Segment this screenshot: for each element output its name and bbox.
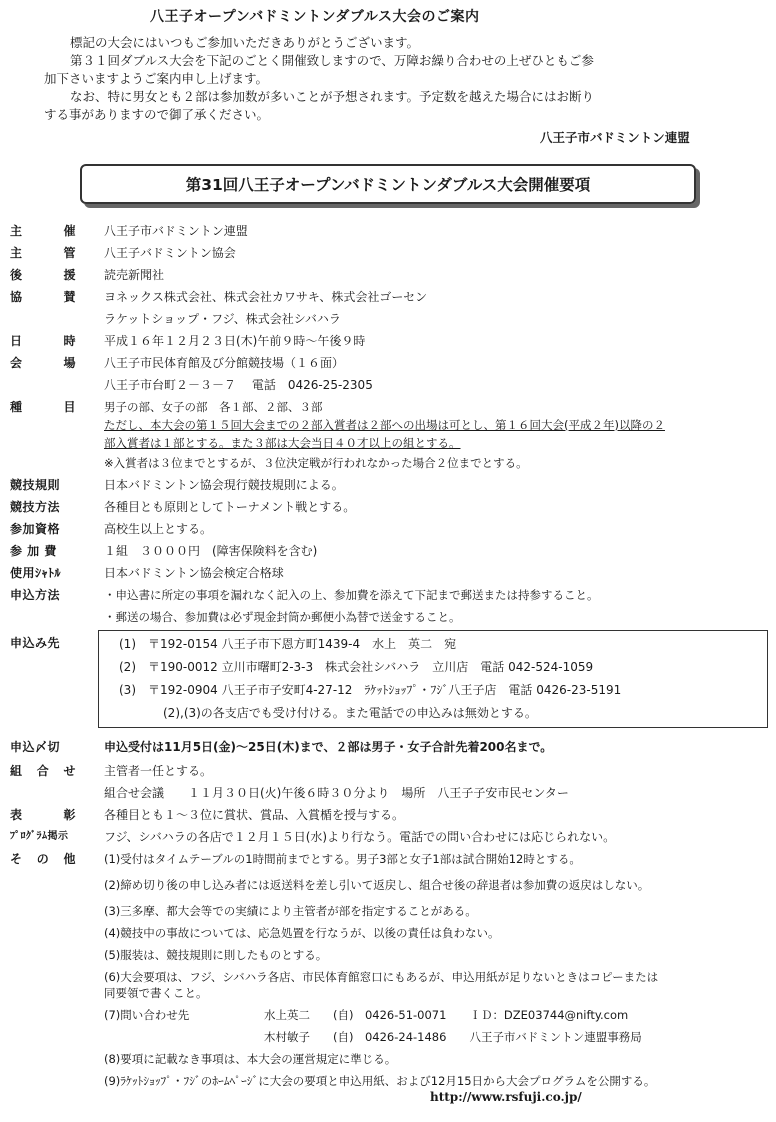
value-kyosan-1: ヨネックス株式会社、株式会社カワサキ、株式会社ゴーセン — [104, 290, 428, 304]
sonota-item-3: (3)三多摩、都大会等での実績により主管者が部を指定することがある。 — [104, 904, 477, 918]
contact-1: 水上英二 (自) 0426-51-0071 ＩＤ：DZE03744@nifty.com — [264, 1008, 629, 1022]
value-program: フジ、シバハラの各店で１２月１５日(水)より行なう。電話での問い合わせには応じられない。 — [104, 830, 616, 844]
value-shumoku-2b: 部入賞者は１部とする。また３部は大会当日４０才以上の組とする。 — [104, 436, 461, 450]
apply-address-1: (1) 〒192-0154 八王子市下恩方町1439-4 水上 英二 宛 — [119, 637, 457, 651]
sonota-item-6b: 同要領で書くこと。 — [104, 986, 208, 1000]
value-shusai: 八王子市バドミントン連盟 — [104, 224, 248, 238]
sonota-item-1: (1)受付はタイムテーブルの1時間前までとする。男子3部と女子1部は試合開始12時とする。 — [104, 852, 581, 866]
sonota-item-2: (2)締め切り後の申し込み者には返送料を差し引いて返戻し、組合せ後の辞退者は参加費の返戻はしない。 — [104, 878, 650, 892]
value-kumiawase-1: 主管者一任とする。 — [104, 764, 213, 778]
sonota-item-4: (4)競技中の事故については、応急処置を行なうが、以後の責任は負わない。 — [104, 926, 500, 940]
value-shuttle: 日本バドミントン協会検定合格球 — [104, 566, 284, 580]
sonota-item-9: (9)ﾗｹｯﾄｼｮｯﾌﾟ・ﾌｼﾞのﾎｰﾑﾍﾟｰｼﾞに大会の要項と申込用紙、および12月15日から大会プログラムを公開する。 — [104, 1074, 656, 1088]
value-kumiawase-2: 組合せ会議 １１月３０日(火)午後６時３０分より 場所 八王子子安市民センター — [104, 786, 569, 800]
value-sankahi: １組 ３０００円 (障害保険料を含む) — [104, 544, 318, 558]
value-shikaku: 高校生以上とする。 — [104, 522, 213, 536]
intro-paragraph-3: なお、特に男女とも２部は参加数が多いことが予想されます。予定数を越えた場合にはお断り する事がありますので御了承ください。 — [44, 89, 595, 122]
value-shukan: 八王子バドミントン協会 — [104, 246, 236, 260]
value-moushikomi-hoho-2: ・郵送の場合、参加費は必ず現金封筒か郵便小為替で送金すること。 — [104, 610, 461, 624]
apply-address-2: (2) 〒190-0012 立川市曙町2-3-3 株式会社シバハラ 立川店 電話 042-524-1059 — [119, 660, 594, 674]
intro-paragraph-1: 標記の大会にはいつもご参加いただきありがとうございます。 — [70, 35, 420, 50]
sonota-item-7: (7)問い合わせ先 — [104, 1008, 190, 1022]
value-shumoku-2a: ただし、本大会の第１５回大会までの２部入賞者は２部への出場は可とし、第１６回大会(平成２年)以降の２ — [104, 418, 665, 432]
document-page: 八王子オープンバドミントンダブルス大会のご案内 標記の大会にはいつもご参加いただきありがとうございます。 第３１回ダブルス大会を下記のごとく開催致しますので、万障お繰り合わせの上ぜひともご参 加下さいますようご案内申し上げます。 なお、特に男女とも２部は参加数が多いことが予想されます。予定数を越えた場合にはお断り する事がありますので御了承ください。 八王子市バドミントン連盟 第31回八王子オープンバドミントンダブルス大会開催要項 主 催 八王子市バドミントン連盟 主 管 八王子バドミントン協会 後 援 読売新聞社 協 賛 ヨネックス株式会社、株式会社カワサキ、株式会社ゴーセン ラケットショップ・フジ、株式会社シバハラ 日 時 平成１６年１２月２３日(木)午前９時～午後９時 会 場 八王子市民体育館及び分館競技場（１６面） 八王子市台町２－３－７ 電話 0426-25-2305 種 目 男子の部、女子の部 各１部、２部、３部 ただし、本大会の第１５回大会までの２部入賞者は２部への出場は可とし、第１６回大会(平成２年)以降の２ 部入賞者は１部とする。また３部は大会当日４０才以上の組とする。 ※入賞者は３位までとするが、３位決定戦が行われなかった場合２位までとする。 競技規則 日本バドミントン協会現行競技規則による。 競技方法 各種目とも原則としてトーナメント戦とする。 参加資格 高校生以上とする。 参 加 費 １組 ３０００円 (障害保険料を含む) 使用ｼｬﾄﾙ 日本バドミントン協会検定合格球 申込方法 ・申込書に所定の事項を漏れなく記入の上、参加費を添えて下記まで郵送または持参すること。 ・郵送の場合、参加費は必ず現金封筒か郵便小為替で送金すること。 申込み先 (1) 〒192-0154 八王子市下恩方町1439-4 水上 英二 宛 (2) 〒190-0012 立川市曙町2-3-3 株式会社シバハラ 立川店 電話 042-524-1059 (3) 〒192-0904 八王子市子安町4-27-12 ﾗｹｯﾄｼｮｯﾌﾟ・ﾌｼﾞ八王子店 電話 0426-23-5191 (2),(3)の各支店でも受け付ける。また電話での申込みは無効とする。 申込〆切 申込受付は11月5日(金)～25日(木)まで、２部は男子・女子合計先着200名まで。 組 合 せ 主管者一任とする。 組合せ会議 １１月３０日(火)午後６時３０分より 場所 八王子子安市民センター 表 彰 各種目とも１～３位に賞状、賞品、入賞楯を授与する。 ﾌﾟﾛｸﾞﾗﾑ掲示 フジ、シバハラの各店で１２月１５日(水)より行なう。電話での問い合わせには応じられない。 そ の 他 (1)受付はタイムテーブルの1時間前までとする。男子3部と女子1部は試合開始12時とする。 (2)締め切り後の申し込み者には返送料を差し引いて返戻し、組合せ後の辞退者は参加費の返戻はしない。 (3)三多摩、都大会等での実績により主管者が部を指定することがある。 (4)競技中の事故については、応急処置を行なうが、以後の責任は負わない。 (5)服装は、競技規則に則したものとする。 (6)大会要項は、フジ、シバハラ各店、市民体育館窓口にもあるが、申込用紙が足りないときはコピーまたは 同要領で書くこと。 (7)問い合わせ先 水上英二 (自) 0426-51-0071 ＩＤ：DZE03744@nifty.com 木村敏子 (自) 0426-24-1486 八王子市バドミントン連盟事務局 (8)要項に記載なき事項は、本大会の運営規定に準じる。 (9)ﾗｹｯﾄｼｮｯﾌﾟ・ﾌｼﾞのﾎｰﾑﾍﾟｰｼﾞに大会の要項と申込用紙、および12月15日から大会プログラムを公開する。 http://www.rsfuji.co.jp/ — [0, 0, 776, 1122]
sonota-item-6: (6)大会要項は、フジ、シバハラ各店、市民体育館窓口にもあるが、申込用紙が足りないときはコピーまたは — [104, 970, 659, 984]
website-url: http://www.rsfuji.co.jp/ — [430, 1090, 582, 1104]
label-shusai: 主 催 — [10, 224, 76, 238]
value-kaijo-1: 八王子市民体育館及び分館競技場（１６面） — [104, 356, 345, 370]
intro-signature: 八王子市バドミントン連盟 — [540, 130, 690, 145]
apply-address-box — [98, 630, 768, 728]
value-koen: 読売新聞社 — [104, 268, 165, 282]
apply-address-3: (3) 〒192-0904 八王子市子安町4-27-12 ﾗｹｯﾄｼｮｯﾌﾟ・ﾌｼﾞ八王子店 電話 0426-23-5191 — [119, 683, 622, 697]
value-nichiji: 平成１６年１２月２３日(木)午前９時～午後９時 — [104, 334, 366, 348]
title-banner: 第31回八王子オープンバドミントンダブルス大会開催要項 — [80, 164, 696, 204]
value-hoho: 各種目とも原則としてトーナメント戦とする。 — [104, 500, 356, 514]
value-kisoku: 日本バドミントン協会現行競技規則による。 — [104, 478, 344, 492]
intro-title: 八王子オープンバドミントンダブルス大会のご案内 — [150, 9, 480, 25]
value-shumoku-1: 男子の部、女子の部 各１部、２部、３部 — [104, 400, 323, 414]
sonota-item-5: (5)服装は、競技規則に則したものとする。 — [104, 948, 328, 962]
value-shumoku-3: ※入賞者は３位までとするが、３位決定戦が行われなかった場合２位までとする。 — [104, 456, 528, 470]
apply-address-note: (2),(3)の各支店でも受け付ける。また電話での申込みは無効とする。 — [163, 706, 537, 720]
value-kaijo-2: 八王子市台町２－３－７ 電話 0426-25-2305 — [104, 378, 373, 392]
intro-paragraph-2: 第３１回ダブルス大会を下記のごとく開催致しますので、万障お繰り合わせの上ぜひともご参 加下さいますようご案内申し上げます。 — [44, 53, 594, 86]
value-shimekiri: 申込受付は11月5日(金)～25日(木)まで、２部は男子・女子合計先着200名まで。 — [104, 740, 553, 754]
value-hyosho: 各種目とも１～３位に賞状、賞品、入賞楯を授与する。 — [104, 808, 405, 822]
value-kyosan-2: ラケットショップ・フジ、株式会社シバハラ — [104, 312, 341, 326]
sonota-item-8: (8)要項に記載なき事項は、本大会の運営規定に準じる。 — [104, 1052, 397, 1066]
value-moushikomi-hoho-1: ・申込書に所定の事項を漏れなく記入の上、参加費を添えて下記まで郵送または持参すること。 — [104, 588, 599, 602]
contact-2: 木村敏子 (自) 0426-24-1486 八王子市バドミントン連盟事務局 — [264, 1030, 642, 1044]
